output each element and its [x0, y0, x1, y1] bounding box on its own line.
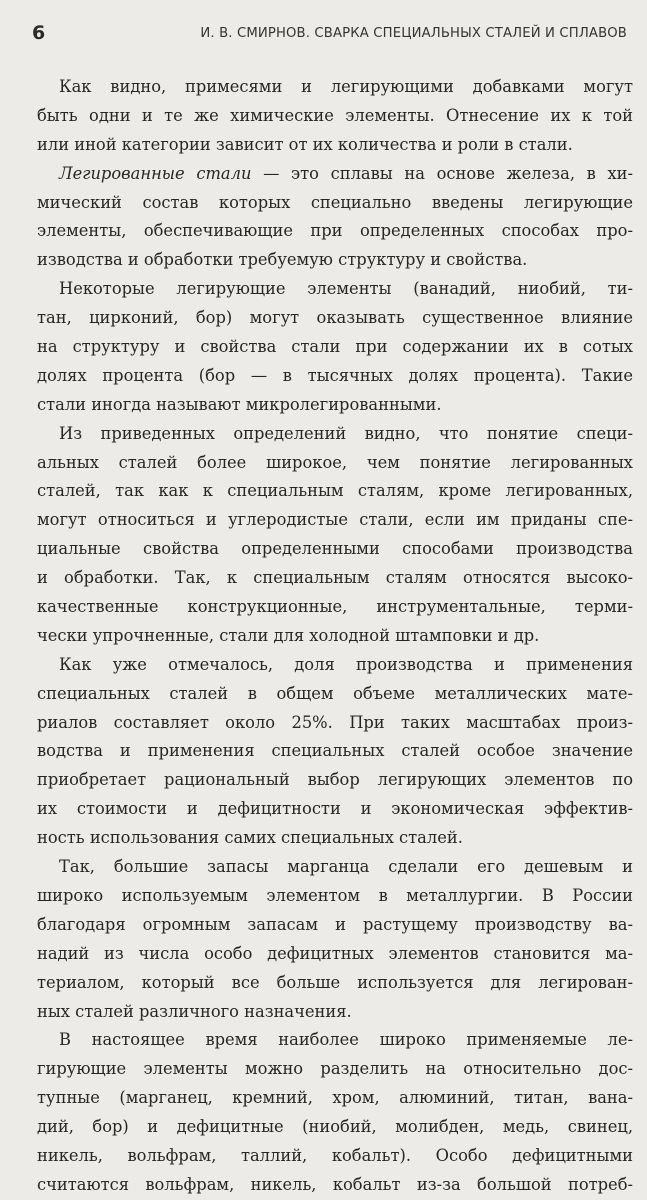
- text-line: надий из числа особо дефицитных элементов становится ма-: [37, 943, 633, 963]
- text-line: считаются вольфрам, никель, кобальт из-за большой потреб-: [37, 1174, 633, 1194]
- page-header: [32, 22, 627, 48]
- text-line: тан, цирконий, бор) могут оказывать существенное влияние: [37, 308, 633, 328]
- text-line: широко используемым элементом в металлургии. В России: [37, 885, 633, 905]
- text-line: долях процента (бор — в тысячных долях процента). Такие: [37, 365, 633, 385]
- text-line: ность использования самих специальных сталей.: [37, 828, 463, 848]
- text-line: альных сталей более широкое, чем понятие легированных: [37, 452, 633, 472]
- text-line: специальных сталей в общем объеме металлических мате-: [37, 683, 633, 703]
- text-line: могут относиться и углеродистые стали, если им приданы спе-: [37, 510, 633, 530]
- body-text: [37, 73, 633, 1200]
- text-line: чески упрочненные, стали для холодной штамповки и др.: [37, 625, 540, 645]
- text-line: качественные конструкционные, инструментальные, терми-: [37, 597, 633, 617]
- text-line-rest: — это сплавы на основе железа, в хи-: [251, 163, 633, 183]
- text-line: на структуру и свойства стали при содержании их в сотых: [37, 337, 633, 357]
- text-line: благодаря огромным запасам и растущему производству ва-: [37, 914, 633, 934]
- text-line: Из приведенных определений видно, что понятие специ-: [59, 423, 633, 443]
- text-line: приобретает рациональный выбор легирующих элементов по: [37, 770, 633, 790]
- text-line: никель, вольфрам, таллий, кобальт). Особо дефицитными: [37, 1145, 633, 1165]
- text-line: Некоторые легирующие элементы (ванадий, ниобий, ти-: [59, 279, 633, 299]
- text-line: териалом, который все больше используется для легирован-: [37, 972, 633, 992]
- text-line: водства и применения специальных сталей особое значение: [37, 741, 633, 761]
- text-line: Как уже отмечалось, доля производства и применения: [59, 654, 633, 674]
- text-line: Как видно, примесями и легирующими добавками могут: [59, 77, 633, 96]
- text-line: изводства и обработки требуемую структуру и свойства.: [37, 250, 528, 270]
- running-head: И. В. СМИРНОВ. СВАРКА СПЕЦИАЛЬНЫХ СТАЛЕЙ И СПЛАВОВ: [200, 26, 627, 41]
- text-line: элементы, обеспечивающие при определенных способах про-: [37, 221, 633, 241]
- text-line: и обработки. Так, к специальным сталям относятся высоко-: [37, 568, 633, 588]
- text-line: их стоимости и дефицитности и экономическая эффектив-: [37, 799, 633, 819]
- text-line: стали иногда называют микролегированными.: [37, 394, 442, 414]
- text-line: [37, 160, 633, 189]
- text-line: циальные свойства определенными способами производства: [37, 539, 633, 559]
- text-line: быть одни и те же химические элементы. Отнесение их к той: [37, 105, 633, 125]
- page-number: 6: [32, 22, 46, 44]
- text-line: риалов составляет около 25%. При таких масштабах произ-: [37, 712, 633, 732]
- text-line: В настоящее время наиболее широко применяемые ле-: [59, 1030, 633, 1050]
- text-line: Так, большие запасы марганца сделали его дешевым и: [59, 857, 633, 877]
- text-line: тупные (марганец, кремний, хром, алюминий, титан, вана-: [37, 1088, 633, 1108]
- text-line: гирующие элементы можно разделить на относительно дос-: [37, 1059, 633, 1079]
- italic-term: Легированные стали: [59, 163, 252, 183]
- text-line: дий, бор) и дефицитные (ниобий, молибден, медь, свинец,: [37, 1117, 633, 1137]
- text-line: мический состав которых специально введены легирующие: [37, 192, 633, 212]
- text-line: ных сталей различного назначения.: [37, 1001, 352, 1021]
- text-line: или иной категории зависит от их количества и роли в стали.: [37, 134, 573, 154]
- text-line: сталей, так как к специальным сталям, кроме легированных,: [37, 481, 633, 501]
